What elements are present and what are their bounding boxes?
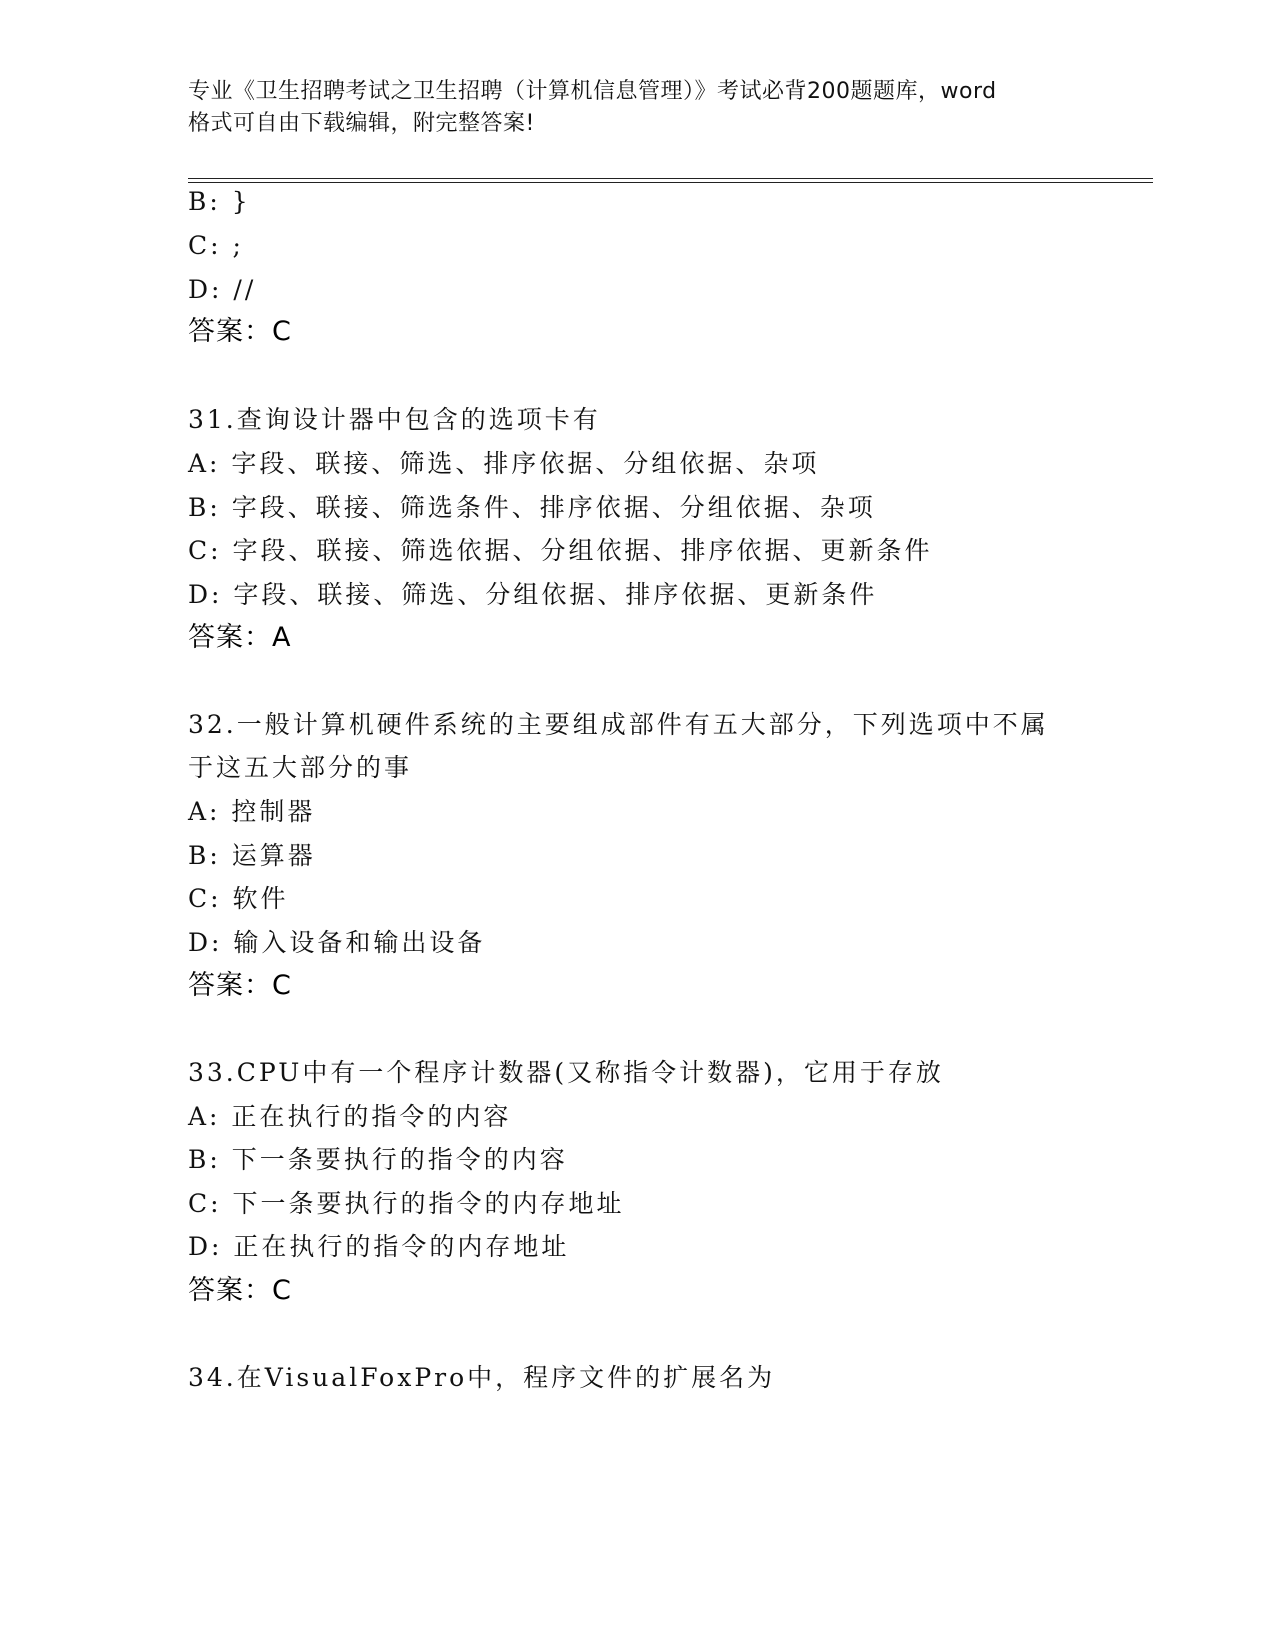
question-31-answer: 答案：A xyxy=(188,622,292,653)
question-34-stem: 34.在VisualFoxPro中，程序文件的扩展名为 xyxy=(188,1363,776,1392)
question-32-answer: 答案：C xyxy=(188,970,292,1001)
question-31-option-a: A: 字段、联接、筛选、排序依据、分组依据、杂项 xyxy=(188,449,820,478)
question-33-answer: 答案：C xyxy=(188,1275,292,1306)
document-header xyxy=(188,76,1088,140)
question-33-option-c: C: 下一条要执行的指令的内存地址 xyxy=(188,1189,625,1218)
question-32-stem-line-2: 于这五大部分的事 xyxy=(188,753,413,782)
question-33-stem: 33.CPU中有一个程序计数器(又称指令计数器)，它用于存放 xyxy=(188,1058,944,1087)
question-32-option-a: A: 控制器 xyxy=(188,797,316,826)
question-31-stem: 31.查询设计器中包含的选项卡有 xyxy=(188,405,601,434)
question-31-option-b: B: 字段、联接、筛选条件、排序依据、分组依据、杂项 xyxy=(188,493,876,522)
question-33-option-d: D: 正在执行的指令的内存地址 xyxy=(188,1232,570,1261)
prev-option-b: B: } xyxy=(188,187,251,216)
question-31-option-d: D: 字段、联接、筛选、分组依据、排序依据、更新条件 xyxy=(188,580,878,609)
header-divider xyxy=(188,178,1153,183)
header-title-line-2: 格式可自由下载编辑，附完整答案! xyxy=(188,111,535,136)
question-32-stem-line-1: 32.一般计算机硬件系统的主要组成部件有五大部分，下列选项中不属 xyxy=(188,710,1049,739)
prev-answer: 答案：C xyxy=(188,316,292,347)
question-32-option-d: D: 输入设备和输出设备 xyxy=(188,928,486,957)
header-title-line-1: 专业《卫生招聘考试之卫生招聘（计算机信息管理）》考试必背200题题库，word xyxy=(188,79,997,104)
prev-option-c: C: ; xyxy=(188,231,244,260)
question-33-option-a: A: 正在执行的指令的内容 xyxy=(188,1102,512,1131)
question-32-option-c: C: 软件 xyxy=(188,884,289,913)
question-32-option-b: B: 运算器 xyxy=(188,841,316,870)
question-33-option-b: B: 下一条要执行的指令的内容 xyxy=(188,1145,568,1174)
question-31-option-c: C: 字段、联接、筛选依据、分组依据、排序依据、更新条件 xyxy=(188,536,933,565)
prev-option-d: D: // xyxy=(188,275,257,304)
